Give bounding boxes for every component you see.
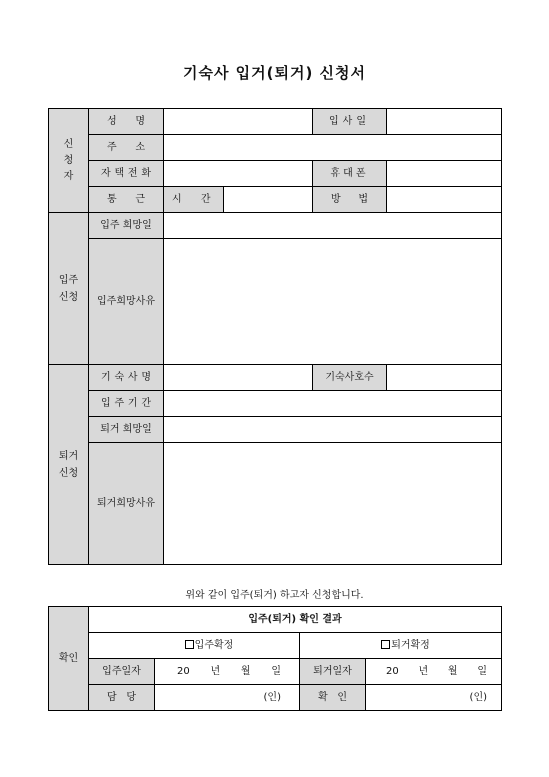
move-out-reason-field[interactable]	[164, 443, 502, 565]
time-field[interactable]	[224, 187, 313, 213]
move-in-date-field[interactable]	[164, 213, 502, 239]
dorm-name-label: 기 숙 사 명	[89, 365, 164, 391]
move-out-section-text: 퇴거 신청	[58, 450, 79, 479]
move-in-date-confirm-field[interactable]	[155, 659, 300, 685]
mobile-label	[313, 161, 387, 187]
time-label	[164, 187, 224, 213]
manager-seal: (인)	[263, 691, 281, 703]
confirmer-label: 확 인	[300, 685, 366, 711]
address-label: 주 소	[89, 135, 164, 161]
name-field[interactable]	[164, 109, 313, 135]
result-title-text: 입주(퇴거) 확인 결과	[248, 613, 342, 625]
statement-text: 위와 같이 입주(퇴거) 하고자 신청합니다.	[185, 590, 364, 601]
address-field[interactable]	[164, 135, 502, 161]
confirm-section-text: 확인	[58, 652, 79, 664]
move-out-date-confirm-label	[300, 659, 366, 685]
move-in-section-label	[49, 213, 89, 365]
move-in-reason-field[interactable]	[164, 239, 502, 365]
move-out-date-label	[89, 417, 164, 443]
move-out-reason-label-text: 퇴거희망사유	[97, 497, 155, 509]
period-field[interactable]	[164, 391, 502, 417]
applicant-section-text: 신 청 자	[63, 138, 74, 182]
move-in-year-prefix: 20	[177, 665, 190, 677]
method-label: 방 법	[313, 187, 387, 213]
confirm-section-label	[49, 607, 89, 711]
commute-label: 통 근	[89, 187, 164, 213]
move-in-date-label	[89, 213, 164, 239]
move-in-reason-label-text: 입주희망사유	[97, 295, 155, 307]
room-number-field[interactable]	[387, 365, 502, 391]
move-in-month-unit: 월	[240, 665, 251, 677]
period-label: 입 주 기 간	[89, 391, 164, 417]
method-field[interactable]	[387, 187, 502, 213]
mobile-label-text: 휴대폰	[330, 167, 369, 179]
move-in-day-unit: 일	[271, 665, 281, 677]
move-in-check-cell[interactable]	[89, 633, 300, 659]
move-out-day-unit: 일	[477, 665, 487, 677]
move-out-check-label: 퇴거확정	[391, 639, 430, 651]
move-in-checkbox[interactable]	[185, 640, 194, 649]
confirmer-seal: (인)	[469, 691, 488, 703]
move-out-checkbox[interactable]	[381, 640, 390, 649]
form-title: 기숙사 입거(퇴거) 신청서	[182, 64, 367, 82]
entry-date-label-text: 입사일	[329, 115, 370, 127]
name-label: 성 명	[89, 109, 164, 135]
confirmer-signature-field[interactable]	[366, 685, 502, 711]
move-in-section-text: 입주 신청	[58, 274, 79, 303]
move-out-reason-label	[89, 443, 164, 565]
move-in-date-label-text: 입주 희망일	[100, 219, 152, 231]
move-in-date-confirm-label	[89, 659, 155, 685]
move-out-date-label-text: 퇴거 희망일	[100, 423, 152, 435]
move-in-year-unit: 년	[210, 665, 221, 677]
applicant-section-label	[49, 109, 89, 213]
move-out-year-unit: 년	[418, 665, 429, 677]
move-out-month-unit: 월	[447, 665, 458, 677]
move-in-date-confirm-label-text: 입주일자	[102, 665, 141, 677]
move-out-section-label	[49, 365, 89, 565]
application-table	[48, 108, 502, 565]
mobile-field[interactable]	[387, 161, 502, 187]
home-phone-field[interactable]	[164, 161, 313, 187]
move-out-date-confirm-label-text: 퇴거일자	[313, 665, 352, 677]
entry-date-label	[313, 109, 387, 135]
home-phone-label: 자 택 전 화	[89, 161, 164, 187]
manager-label: 담 당	[89, 685, 155, 711]
room-number-label-text: 기숙사호수	[325, 371, 374, 383]
time-label-text: 시 간	[172, 193, 219, 205]
dorm-name-field[interactable]	[164, 365, 313, 391]
room-number-label	[313, 365, 387, 391]
result-title	[89, 607, 502, 633]
entry-date-field[interactable]	[387, 109, 502, 135]
manager-signature-field[interactable]	[155, 685, 300, 711]
confirmation-table	[48, 606, 502, 711]
move-out-date-confirm-field[interactable]	[366, 659, 502, 685]
move-out-year-prefix: 20	[386, 665, 399, 677]
move-in-reason-label	[89, 239, 164, 365]
move-in-check-label: 입주확정	[194, 639, 234, 651]
move-out-date-field[interactable]	[164, 417, 502, 443]
move-out-check-cell[interactable]	[300, 633, 502, 659]
